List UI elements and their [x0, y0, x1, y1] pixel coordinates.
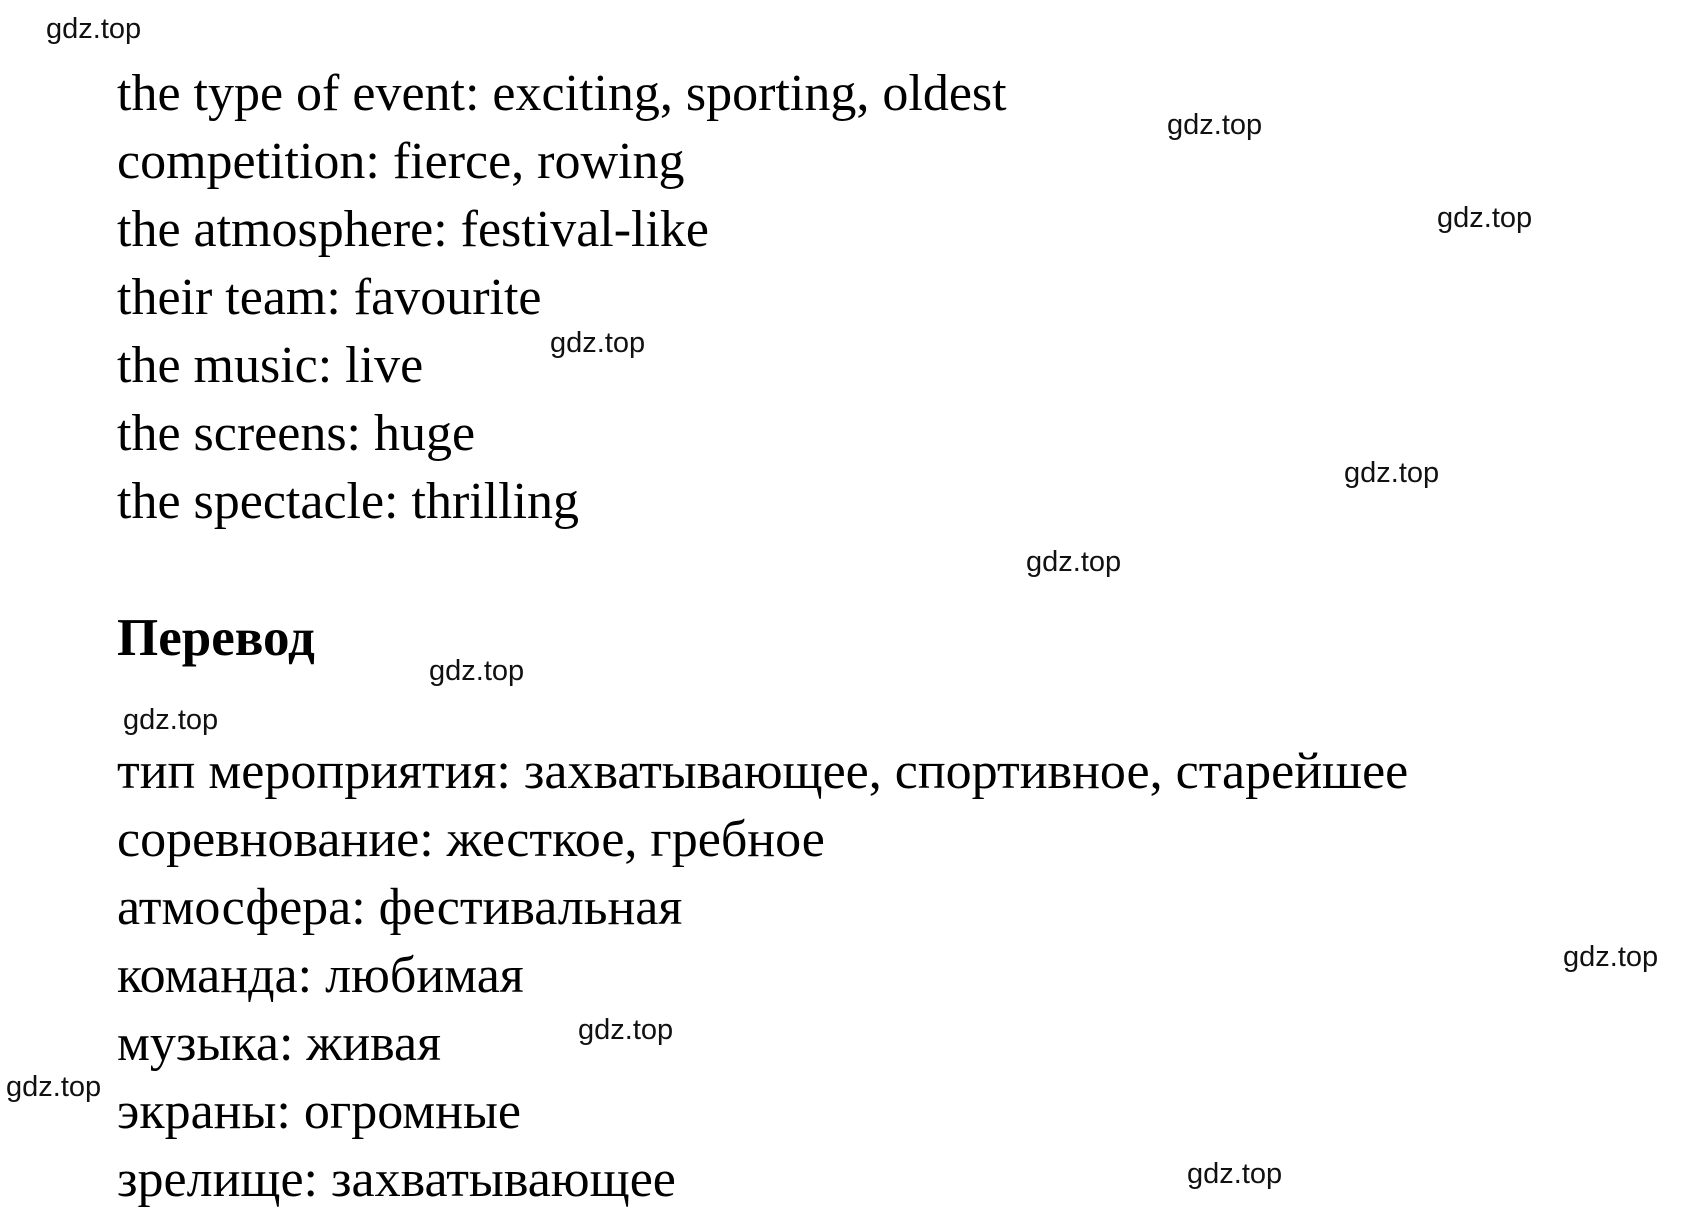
watermark: gdz.top: [1187, 1158, 1283, 1190]
watermark: gdz.top: [46, 13, 142, 45]
russian-line-music: музыка: живая: [117, 1015, 442, 1072]
watermark: gdz.top: [1026, 546, 1122, 578]
watermark: gdz.top: [550, 327, 646, 359]
english-line-atmosphere: the atmosphere: festival-like: [117, 201, 710, 258]
russian-line-spectacle: зрелище: захватывающее: [117, 1151, 676, 1208]
watermark: gdz.top: [123, 704, 219, 736]
english-line-screens: the screens: huge: [117, 405, 476, 462]
watermark: gdz.top: [1167, 109, 1263, 141]
russian-line-type-of-event: тип мероприятия: захватывающее, спортивное, старейшее: [117, 743, 1409, 800]
translation-heading: Перевод: [117, 609, 315, 667]
watermark: gdz.top: [1344, 457, 1440, 489]
russian-line-competition: соревнование: жесткое, гребное: [117, 811, 825, 868]
watermark: gdz.top: [1563, 941, 1659, 973]
english-line-competition: competition: fierce, rowing: [117, 133, 685, 190]
russian-line-screens: экраны: огромные: [117, 1083, 521, 1140]
watermark: gdz.top: [1437, 202, 1533, 234]
russian-line-atmosphere: атмосфера: фестивальная: [117, 879, 683, 936]
watermark: gdz.top: [6, 1071, 102, 1103]
english-line-their-team: their team: favourite: [117, 269, 542, 326]
watermark: gdz.top: [578, 1014, 674, 1046]
english-line-spectacle: the spectacle: thrilling: [117, 473, 580, 530]
english-line-music: the music: live: [117, 337, 424, 394]
russian-line-team: команда: любимая: [117, 947, 524, 1004]
english-line-type-of-event: the type of event: exciting, sporting, oldest: [117, 65, 1007, 122]
watermark: gdz.top: [429, 655, 525, 687]
